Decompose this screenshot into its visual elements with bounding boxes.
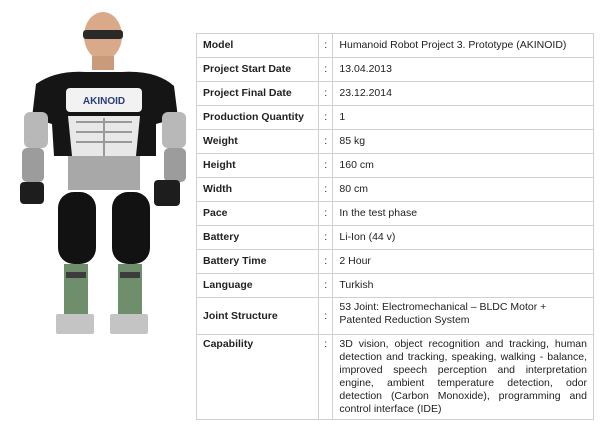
spec-table-body [197,34,594,420]
spec-value: Humanoid Robot Project 3. Prototype (AKINOID) [333,34,594,58]
spec-separator: : [319,154,333,178]
spec-label: Height [197,154,319,178]
robot-left-arm [24,112,48,148]
spec-separator: : [319,298,333,335]
spec-separator: : [319,202,333,226]
spec-label: Project Final Date [197,82,319,106]
spec-separator: : [319,178,333,202]
robot-logo-text: AKINOID [82,96,126,107]
spec-label: Capability [197,335,319,420]
spec-value: 23.12.2014 [333,82,594,106]
spec-separator: : [319,106,333,130]
spec-label: Model [197,34,319,58]
spec-row [197,250,594,274]
robot-hips [68,156,140,190]
spec-separator: : [319,335,333,420]
spec-value: 85 kg [333,130,594,154]
spec-separator: : [319,274,333,298]
robot-illustration [6,6,188,356]
spec-value: 2 Hour [333,250,594,274]
spec-separator: : [319,82,333,106]
spec-value: In the test phase [333,202,594,226]
spec-value: Li-Ion (44 v) [333,226,594,250]
spec-separator: : [319,58,333,82]
spec-label: Production Quantity [197,106,319,130]
robot-visor [83,30,123,39]
spec-label: Width [197,178,319,202]
spec-label: Weight [197,130,319,154]
spec-separator: : [319,226,333,250]
spec-row [197,82,594,106]
robot-left-leg [58,192,96,264]
robot-photo [6,6,188,356]
spec-row [197,154,594,178]
spec-value: 3D vision, object recognition and tracking, human detection and tracking, speaking, walking - balance, improved speech perception and interpretation engine, ambient temperature detection, odor detection (Carbon Monoxide), programming and control interface (IDE) [333,335,594,420]
spec-row [197,58,594,82]
robot-right-arm [162,112,186,148]
spec-row [197,34,594,58]
spec-row [197,202,594,226]
spec-row [197,335,594,420]
spec-value: 160 cm [333,154,594,178]
spec-value: 53 Joint: Electromechanical – BLDC Motor + Patented Reduction System [333,298,594,335]
spec-label: Pace [197,202,319,226]
spec-row [197,274,594,298]
spec-row [197,226,594,250]
spec-row [197,298,594,335]
spec-separator: : [319,34,333,58]
spec-value: Turkish [333,274,594,298]
spec-label: Battery Time [197,250,319,274]
spec-table [196,33,594,420]
robot-right-foot [110,314,148,334]
robot-right-leg [112,192,150,264]
spec-row [197,106,594,130]
spec-separator: : [319,250,333,274]
spec-value: 13.04.2013 [333,58,594,82]
spec-value: 1 [333,106,594,130]
robot-left-foot [56,314,94,334]
spec-row [197,178,594,202]
spec-label: Language [197,274,319,298]
spec-label: Joint Structure [197,298,319,335]
spec-label: Battery [197,226,319,250]
spec-row [197,130,594,154]
spec-separator: : [319,130,333,154]
spec-value: 80 cm [333,178,594,202]
spec-label: Project Start Date [197,58,319,82]
